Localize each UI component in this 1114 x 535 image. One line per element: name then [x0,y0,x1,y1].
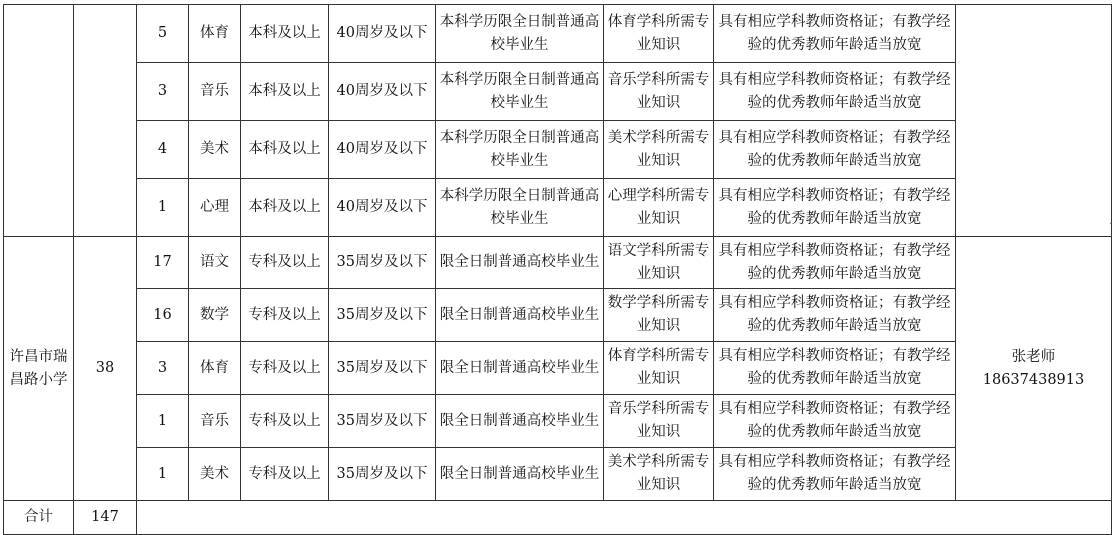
requirement-cell: 具有相应学科教师资格证；有教学经验的优秀教师年龄适当放宽 [714,289,956,342]
total-blank-cell [137,501,1112,535]
knowledge-cell: 美术学科所需专业知识 [604,448,714,501]
contact-name: 张老师 [1011,348,1056,365]
contact-phone: 18637438913 [982,371,1085,388]
education-cell: 专科及以上 [241,395,329,448]
knowledge-cell: 美术学科所需专业知识 [604,121,714,179]
knowledge-cell: 体育学科所需专业知识 [604,5,714,63]
subject-cell: 数学 [189,289,241,342]
table-row [4,179,1112,237]
age-cell: 40周岁及以下 [329,121,436,179]
subject-cell: 体育 [189,342,241,395]
table-row [4,448,1112,501]
page-edge-mark: . [1108,216,1112,227]
education-cell: 专科及以上 [241,448,329,501]
table-body [4,5,1112,535]
requirement-cell: 具有相应学科教师资格证；有教学经验的优秀教师年龄适当放宽 [714,448,956,501]
age-cell: 40周岁及以下 [329,5,436,63]
subject-cell: 音乐 [189,63,241,121]
position-count-cell: 5 [137,5,189,63]
study-form-cell: 限全日制普通高校毕业生 [436,237,604,289]
knowledge-cell: 音乐学科所需专业知识 [604,63,714,121]
subject-cell: 音乐 [189,395,241,448]
requirement-cell: 具有相应学科教师资格证；有教学经验的优秀教师年龄适当放宽 [714,237,956,289]
school-name-cell [4,5,74,237]
study-form-cell: 本科学历限全日制普通高校毕业生 [436,63,604,121]
knowledge-cell: 语文学科所需专业知识 [604,237,714,289]
requirement-cell: 具有相应学科教师资格证；有教学经验的优秀教师年龄适当放宽 [714,179,956,237]
contact-cell [956,237,1112,501]
education-cell: 专科及以上 [241,342,329,395]
study-form-cell: 限全日制普通高校毕业生 [436,342,604,395]
age-cell: 40周岁及以下 [329,179,436,237]
subject-cell: 心理 [189,179,241,237]
total-label-cell: 合计 [4,501,74,535]
position-count-cell: 4 [137,121,189,179]
education-cell: 专科及以上 [241,237,329,289]
total-value-cell: 147 [74,501,137,535]
age-cell: 35周岁及以下 [329,342,436,395]
position-count-cell: 16 [137,289,189,342]
education-cell: 本科及以上 [241,121,329,179]
study-form-cell: 本科学历限全日制普通高校毕业生 [436,121,604,179]
knowledge-cell: 心理学科所需专业知识 [604,179,714,237]
knowledge-cell: 数学学科所需专业知识 [604,289,714,342]
position-count-cell: 1 [137,395,189,448]
position-count-cell: 17 [137,237,189,289]
education-cell: 本科及以上 [241,63,329,121]
education-cell: 专科及以上 [241,289,329,342]
study-form-cell: 限全日制普通高校毕业生 [436,448,604,501]
subject-cell: 语文 [189,237,241,289]
position-count-cell: 3 [137,63,189,121]
requirement-cell: 具有相应学科教师资格证；有教学经验的优秀教师年龄适当放宽 [714,5,956,63]
requirement-cell: 具有相应学科教师资格证；有教学经验的优秀教师年龄适当放宽 [714,121,956,179]
study-form-cell: 本科学历限全日制普通高校毕业生 [436,5,604,63]
school-total-cell [74,5,137,237]
subject-cell: 体育 [189,5,241,63]
school-name-cell: 许昌市瑞昌路小学 [4,237,74,501]
education-cell: 本科及以上 [241,5,329,63]
recruitment-table [3,4,1112,535]
age-cell: 35周岁及以下 [329,395,436,448]
table-row [4,121,1112,179]
table-row [4,237,1112,289]
position-count-cell: 1 [137,179,189,237]
age-cell: 35周岁及以下 [329,289,436,342]
requirement-cell: 具有相应学科教师资格证；有教学经验的优秀教师年龄适当放宽 [714,395,956,448]
study-form-cell: 限全日制普通高校毕业生 [436,289,604,342]
study-form-cell: 限全日制普通高校毕业生 [436,395,604,448]
age-cell: 40周岁及以下 [329,63,436,121]
requirement-cell: 具有相应学科教师资格证；有教学经验的优秀教师年龄适当放宽 [714,342,956,395]
subject-cell: 美术 [189,121,241,179]
table-row [4,289,1112,342]
study-form-cell: 本科学历限全日制普通高校毕业生 [436,179,604,237]
table-row [4,342,1112,395]
knowledge-cell: 体育学科所需专业知识 [604,342,714,395]
table-row [4,5,1112,63]
contact-cell [956,5,1112,237]
position-count-cell: 1 [137,448,189,501]
subject-cell: 美术 [189,448,241,501]
school-total-cell: 38 [74,237,137,501]
age-cell: 35周岁及以下 [329,448,436,501]
requirement-cell: 具有相应学科教师资格证；有教学经验的优秀教师年龄适当放宽 [714,63,956,121]
table-row [4,395,1112,448]
age-cell: 35周岁及以下 [329,237,436,289]
position-count-cell: 3 [137,342,189,395]
total-row [4,501,1112,535]
education-cell: 本科及以上 [241,179,329,237]
knowledge-cell: 音乐学科所需专业知识 [604,395,714,448]
table-row [4,63,1112,121]
